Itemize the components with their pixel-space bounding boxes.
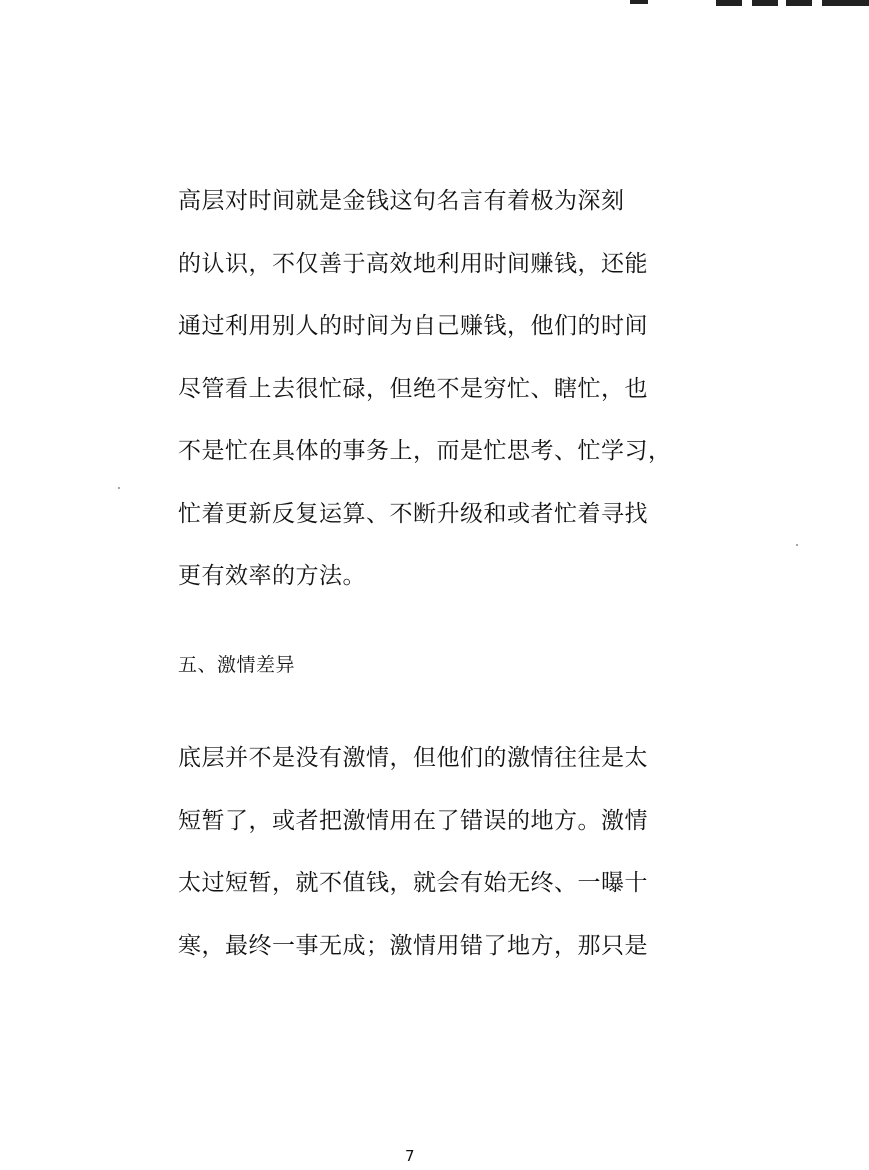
text-line: 更有效率的方法。 xyxy=(178,563,366,589)
text-line: 不是忙在具体的事务上，而是忙思考、忙学习， xyxy=(178,438,672,464)
text-line: 短暂了，或者把激情用在了错误的地方。激情 xyxy=(178,807,648,834)
text-line: 高层对时间就是金钱这句名言有着极为深刻 xyxy=(178,188,625,214)
text-line: 寒，最终一事无成；激情用错了地方，那只是 xyxy=(178,932,648,959)
scan-artifact xyxy=(786,0,812,6)
scan-artifact xyxy=(630,0,648,4)
section-heading: 五、激情差异 xyxy=(178,654,296,676)
scan-artifact xyxy=(716,0,742,6)
text-line: 忙着更新反复运算、不断升级和或者忙着寻找 xyxy=(178,500,648,527)
scan-speck xyxy=(796,544,798,546)
text-line: 的认识，不仅善于高效地利用时间赚钱，还能 xyxy=(178,250,648,277)
text-line: 底层并不是没有激情，但他们的激情往往是太 xyxy=(178,745,648,771)
scan-speck xyxy=(118,487,120,489)
text-line: 太过短暂，就不值钱，就会有始无终、一曝十 xyxy=(178,870,648,896)
paragraph-time-value xyxy=(178,170,672,608)
scan-artifact xyxy=(822,0,869,6)
page-number: 7 xyxy=(405,1147,415,1165)
text-line: 通过利用别人的时间为自己赚钱，他们的时间 xyxy=(178,313,648,339)
paragraph-passion xyxy=(178,727,648,977)
scan-artifact xyxy=(752,0,778,6)
text-line: 尽管看上去很忙碌，但绝不是穷忙、瞎忙，也 xyxy=(178,375,648,402)
